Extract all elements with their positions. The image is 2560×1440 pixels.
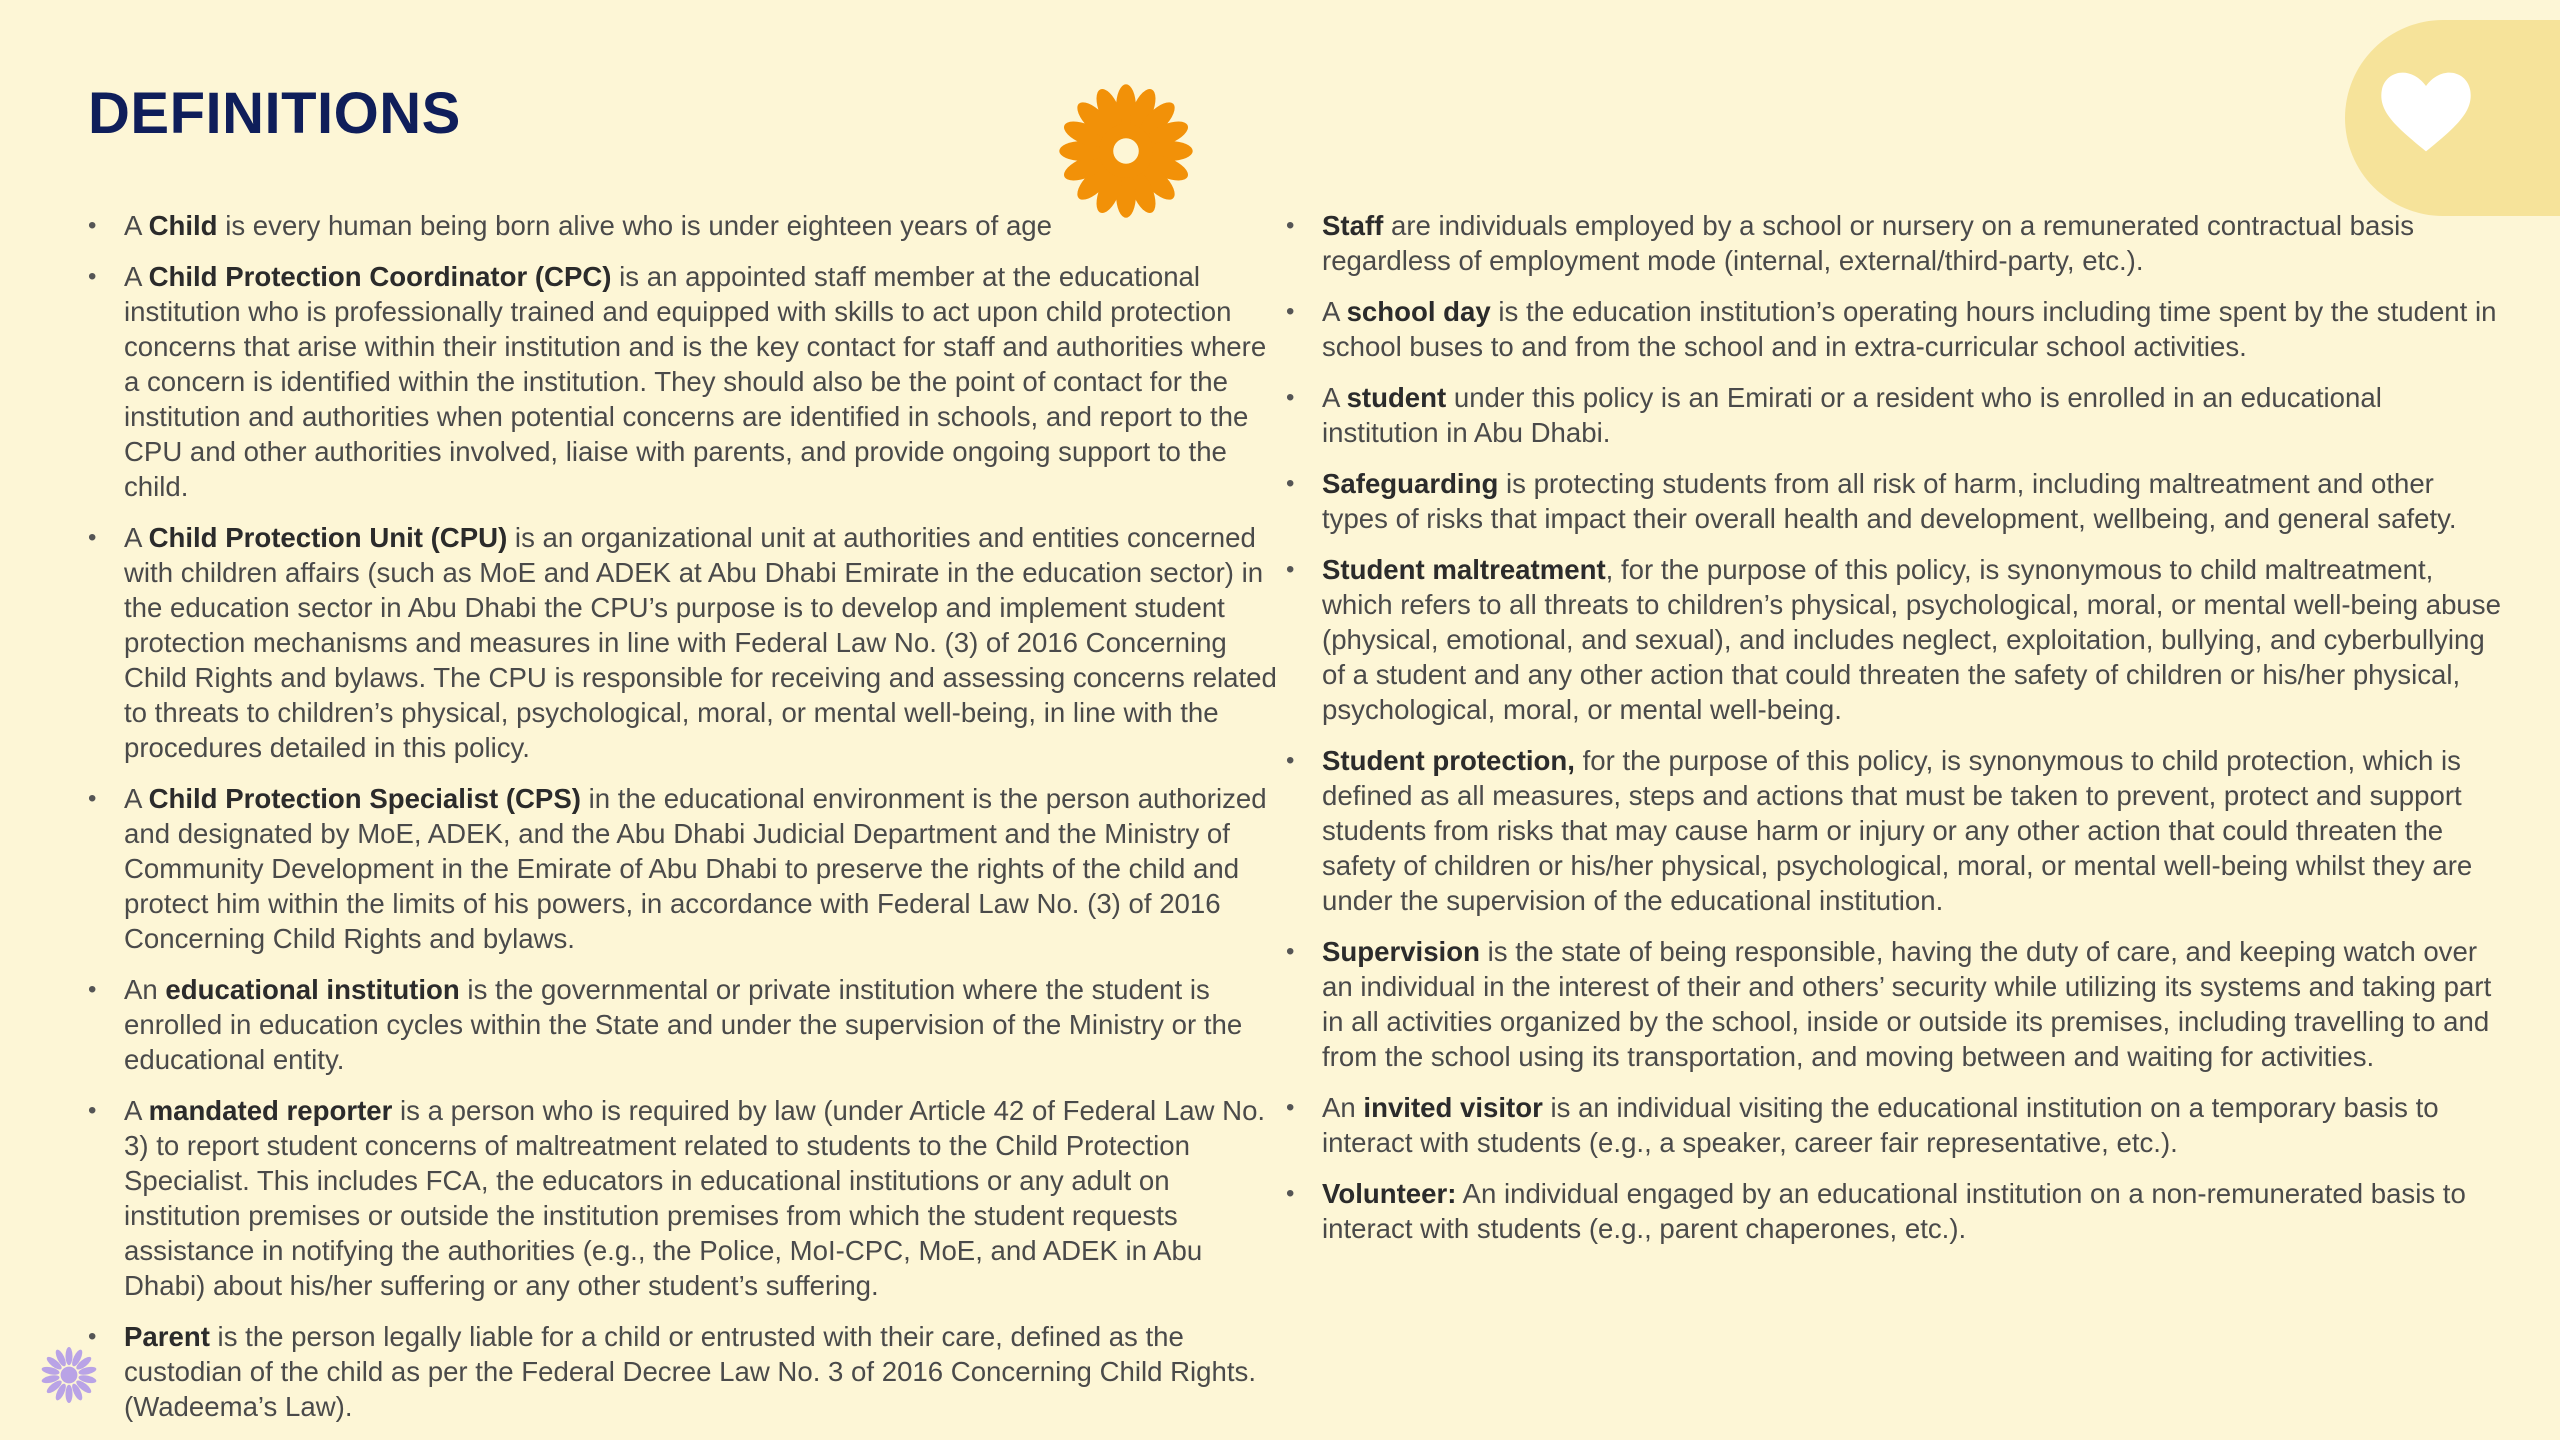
definition-child: • A Child is every human being born alive who is under eighteen years of age [88,208,1288,243]
term: Child Protection Unit (CPU) [148,522,508,553]
sun-icon [1055,80,1197,222]
petal [66,1347,73,1365]
definition-cps: • A Child Protection Specialist (CPS) in the educational environment is the person authorized and designated by MoE, ADEK, and the Abu Dhabi Judicial Department and the Ministry of Community Development in the Emirate of Abu Dhabi to preserve the rights of the child and protect him within the limits of his powers, in accordance with Federal Law No. (3) of 2016 Concerning Child Rights and bylaws. [88,781,1288,956]
term: invited visitor [1363,1092,1543,1123]
definition-cpu: • A Child Protection Unit (CPU) is an organizational unit at authorities and entities concerned with children affairs (such as MoE and ADEK at Abu Dhabi Emirate in the education sector) in the education sector in Abu Dhabi the CPU’s purpose is to develop and implement student protection mechanisms and measures in line with Federal Law No. (3) of 2016 Concerning Child Rights and bylaws. The CPU is responsible for receiving and assessing concerns related to threats to children’s physical, psychological, moral, or mental well-being, in line with the procedures detailed in this policy. [88,520,1288,765]
definition-parent: • Parent is the person legally liable for a child or entrusted with their care, defined as the custodian of the child as per the Federal Decree Law No. 3 of 2016 Concerning Child Rights. (Wadeema’s Law). [88,1319,1288,1424]
term: Staff [1322,210,1384,241]
definition-invited-visitor: • An invited visitor is an individual visiting the educational institution on a temporary basis to interact with students (e.g., a speaker, career fair representative, etc.). [1286,1090,2506,1160]
term: educational institution [165,974,460,1005]
term: Volunteer: [1322,1178,1457,1209]
term: Child Protection Coordinator (CPC) [148,261,612,292]
term: Student maltreatment [1322,554,1606,585]
definition-cpc: • A Child Protection Coordinator (CPC) is an appointed staff member at the educational institution who is professionally trained and equipped with skills to act upon child protection concerns that arise within their institution and is the key contact for staff and authorities where a concern is identified within the institution. They should also be the point of contact for the institution and authorities when potential concerns are identified in schools, and report to the CPU and other authorities involved, liaise with parents, and provide ongoing support to the child. [88,259,1288,504]
definition-student-maltreatment: • Student maltreatment, for the purpose of this policy, is synonymous to child maltreatment, which refers to all threats to children’s physical, psychological, moral, or mental well-being abuse (physical, emotional, and sexual), and includes neglect, exploitation, bullying, and cyberbullying of a student and any other action that could threaten the safety of children or his/her physical, psychological, moral, or mental well-being. [1286,552,2506,727]
term: Safeguarding [1322,468,1499,499]
definition-mandated-reporter: • A mandated reporter is a person who is required by law (under Article 42 of Federal Law No. 3) to report student concerns of maltreatment related to students to the Child Protection Specialist. This includes FCA, the educators in educational institutions or any adult on institution premises or outside the institution premises from which the student requests assistance in notifying the authorities (e.g., the Police, MoI-CPC, MoE, and ADEK in Abu Dhabi) about his/her suffering or any other student’s suffering. [88,1093,1288,1303]
definition-supervision: • Supervision is the state of being responsible, having the duty of care, and keeping watch over an individual in the interest of their and others’ security while utilizing its systems and taking part in all activities organized by the school, inside or outside its premises, including travelling to and from the school using its transportation, and moving between and waiting for activities. [1286,934,2506,1074]
definition-staff: • Staff are individuals employed by a school or nursery on a remunerated contractual basis regardless of employment mode (internal, external/third-party, etc.). [1286,208,2506,278]
term: Child Protection Specialist (CPS) [148,783,581,814]
term: Supervision [1322,936,1480,967]
right-definitions-list [1286,208,2506,1262]
term: Student protection, [1322,745,1575,776]
heart-icon [2378,66,2474,156]
definition-educational-institution: • An educational institution is the governmental or private institution where the student is enrolled in education cycles within the State and under the supervision of the Ministry or the educational entity. [88,972,1288,1077]
definition-student: • A student under this policy is an Emirati or a resident who is enrolled in an educational institution in Abu Dhabi. [1286,380,2506,450]
definition-school-day: • A school day is the education institution’s operating hours including time spent by the student in school buses to and from the school and in extra-curricular school activities. [1286,294,2506,364]
term: mandated reporter [148,1095,393,1126]
petal [66,1385,73,1403]
term: school day [1346,296,1491,327]
definition-volunteer: • Volunteer: An individual engaged by an educational institution on a non-remunerated basis to interact with students (e.g., parent chaperones, etc.). [1286,1176,2506,1246]
definition-safeguarding: • Safeguarding is protecting students from all risk of harm, including maltreatment and other types of risks that impact their overall health and development, wellbeing, and general safety. [1286,466,2506,536]
term: student [1346,382,1447,413]
definition-student-protection: • Student protection, for the purpose of this policy, is synonymous to child protection, which is defined as all measures, steps and actions that must be taken to prevent, protect and support students from risks that may cause harm or injury or any other action that could threaten the safety of children or his/her physical, psychological, moral, or mental well-being whilst they are under the supervision of the educational institution. [1286,743,2506,918]
left-definitions-list [88,208,1288,1440]
term: Parent [124,1321,210,1352]
term: Child [148,210,218,241]
page-title: DEFINITIONS [88,81,461,146]
